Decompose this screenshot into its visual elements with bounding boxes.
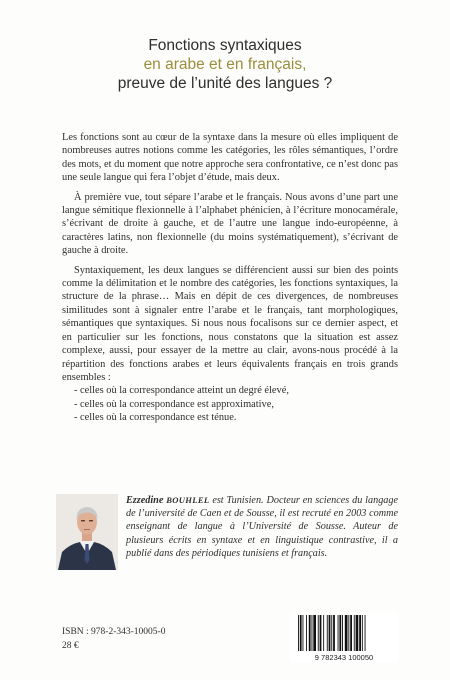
title-line-3: preuve de l’unité des langues ? [117, 75, 333, 92]
title-line-1: Fonctions syntaxiques [148, 37, 302, 54]
list-item: - celles où la correspondance atteint un degré élevé, [74, 385, 289, 397]
barcode-bar [359, 615, 361, 651]
barcode-bar [306, 615, 307, 651]
price: 28 € [62, 641, 79, 651]
barcode-bar [309, 615, 311, 651]
barcode-bar [318, 615, 319, 651]
list-item: - celles où la correspondance est approximative, [74, 398, 274, 410]
summary-paragraph-3: Syntaxiquement, les deux langues se différencient aussi sur bien des points comme la délimitation et le nombre des catégories, les fonctions syntaxiques, la structure de la phrase… Mais en dépit de ces divergences, de nombreuses similitudes sont à signaler entre l’arabe et le français, tant morphologiques, sémantiques que syntaxiques. Si nous nous focalisons sur ce dernier aspect, et en particulier sur les fonctions, nous constatons que la situation est assez complexe, aussi, pour essayer de la mettre au clair, avons-nous procédé à la répartition des fonctions arabes et leurs équivalents français en trois grands ensembles : [62, 264, 398, 383]
back-cover-summary [62, 131, 398, 425]
title-line-2: en arabe et en français, [143, 56, 307, 73]
author-last-name: BOUHLEL [166, 495, 210, 505]
barcode-bar [313, 615, 316, 651]
barcode [290, 612, 398, 662]
barcode-digits: 9 782343 100050 [314, 653, 374, 662]
barcode-bar [333, 615, 335, 651]
list-item: - celles où la correspondance est ténue. [74, 412, 237, 424]
author-name [126, 495, 209, 506]
book-title [0, 36, 450, 93]
barcode-bar [300, 615, 302, 651]
barcode-bar [342, 615, 343, 651]
author-bio [126, 494, 398, 560]
isbn: ISBN : 978-2-343-10005-0 [62, 627, 166, 637]
barcode-bar [345, 615, 348, 651]
barcode-bar [348, 615, 349, 651]
author-first-name: Ezzedine [126, 495, 164, 506]
barcode-bar [362, 615, 363, 651]
barcode-bar [303, 615, 304, 651]
barcode-bar [354, 615, 355, 651]
barcode-bar [312, 615, 313, 651]
barcode-bar [329, 615, 331, 651]
barcode-bar [320, 615, 322, 651]
barcode-bars [290, 612, 398, 662]
barcode-bar [298, 615, 299, 651]
barcode-bar [327, 615, 328, 651]
summary-list [62, 384, 398, 424]
barcode-bar [331, 615, 332, 651]
summary-paragraph-2: À première vue, tout sépare l’arabe et le français. Nous avons d’une part une langue sémitique flexionnelle à l’alphabet phénicien, à l’écriture monocamérale, s’écrivant de droite à gauche, et de l’autre une langue indo-européenne, à caractères latins, non flexionnelle (du moins systématiquement), s’écrivant de gauche à droite. [62, 191, 398, 257]
barcode-bar [338, 615, 339, 651]
barcode-bar [323, 615, 324, 651]
barcode-bar [365, 615, 366, 651]
barcode-bar [350, 615, 352, 651]
barcode-bar [339, 615, 341, 651]
author-bio-text: est Tunisien. Docteur en sciences du langage de l’université de Caen et de Sousse, il est recruté en 2003 comme enseignant de langue à l’Université de Sousse. Auteur de plusieurs écrits en syntaxe et en linguistique contrastive, il a publié dans des périodiques tunisiens et français. [126, 495, 398, 559]
summary-paragraph-1: Les fonctions sont au cœur de la syntaxe dans la mesure où elles impliquent de nombreuses autres notions comme les catégories, les rôles sémantiques, l’ordre des mots, et du moment que notre approche sera confrontative, ce n’est donc pas une seule langue qui fera l’objet d’étude, mais deux. [62, 132, 398, 184]
author-photo [56, 494, 118, 570]
author-portrait-image [56, 494, 118, 570]
barcode-bar [356, 615, 359, 651]
